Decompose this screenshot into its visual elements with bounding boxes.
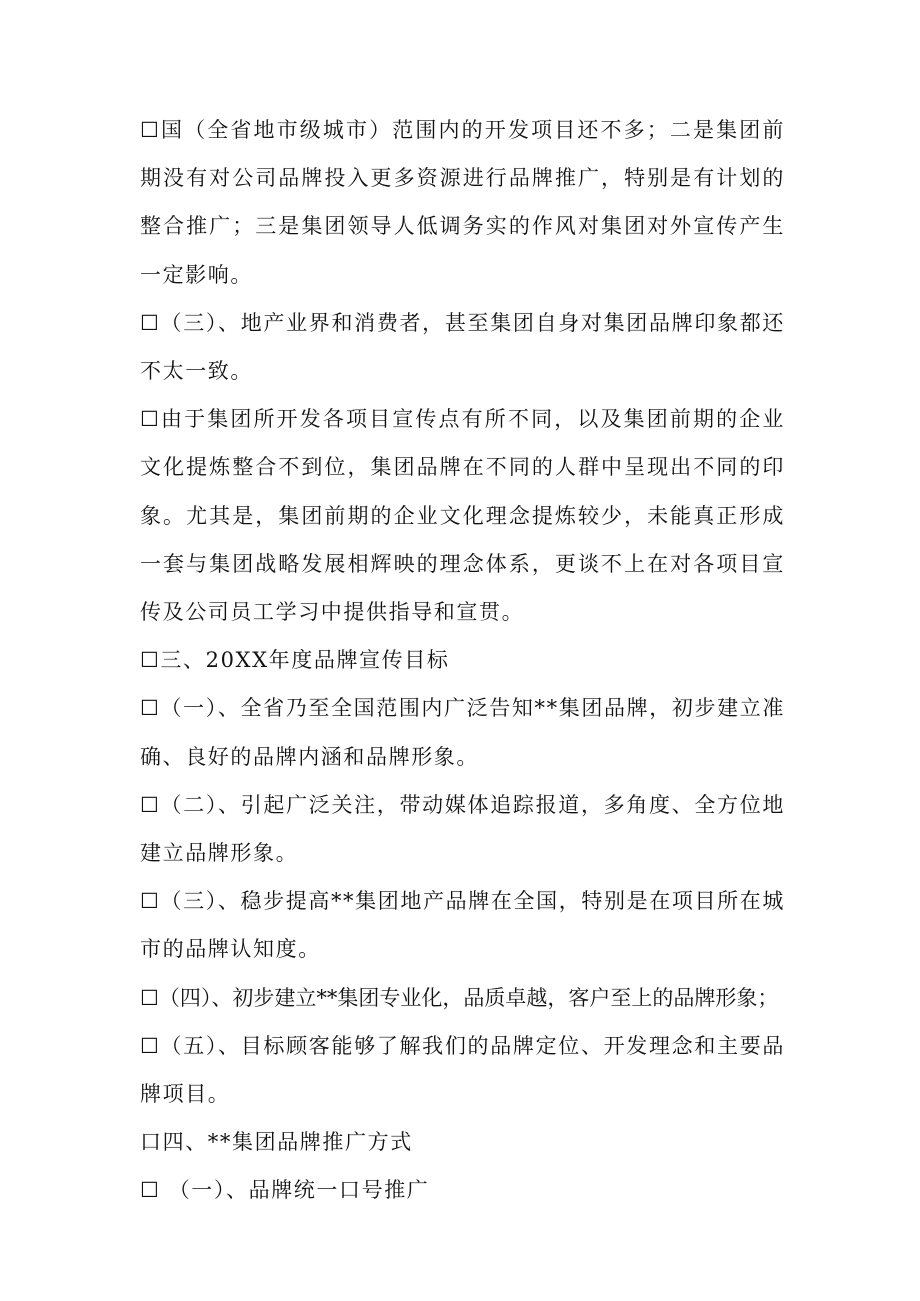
heading-brand-goals: ☐三、20XX年度品牌宣传目标 [140, 648, 450, 673]
goal-item-five: ☐（五）、目标顾客能够了解我们的品牌定位、开发理念和主要品牌项目。 [140, 1033, 785, 1107]
goal-item-three: ☐（三）、稳步提高**集团地产品牌在全国，特别是在项目所在城市的品牌认知度。 [140, 889, 785, 962]
paragraph-market-reasons: ☐国（全省地市级城市）范围内的开发项目还不多；二是集团前期没有对公司品牌投入更多资源进行品牌推广，特别是有计划的整合推广；三是集团领导人低调务实的作风对集团对外宣传产生一定影响。 [140, 118, 785, 287]
method-item-one: ☐ （一）、品牌统一口号推广 [140, 1178, 430, 1203]
paragraph-brand-impression-detail: ☐由于集团所开发各项目宣传点有所不同，以及集团前期的企业文化提炼整合不到位，集团品牌在不同的人群中呈现出不同的印象。尤其是，集团前期的企业文化理念提炼较少，未能真正形成一套与集团战略发展相辉映的理念体系，更谈不上在对各项目宣传及公司员工学习中提供指导和宣贯。 [140, 407, 785, 625]
goal-item-two: ☐（二）、引起广泛关注，带动媒体追踪报道，多角度、全方位地建立品牌形象。 [140, 792, 785, 866]
document-body [140, 106, 785, 1215]
goal-item-one: ☐（一）、全省乃至全国范围内广泛告知**集团品牌，初步建立准确、良好的品牌内涵和品牌形象。 [140, 696, 785, 769]
goal-item-four: ☐（四）、初步建立**集团专业化，品质卓越，客户至上的品牌形象； [140, 985, 779, 1010]
heading-promotion-methods: 口四、**集团品牌推广方式 [140, 1130, 413, 1155]
paragraph-section-three-brand-impression: ☐（三）、地产业界和消费者，甚至集团自身对集团品牌印象都还不太一致。 [140, 310, 785, 384]
